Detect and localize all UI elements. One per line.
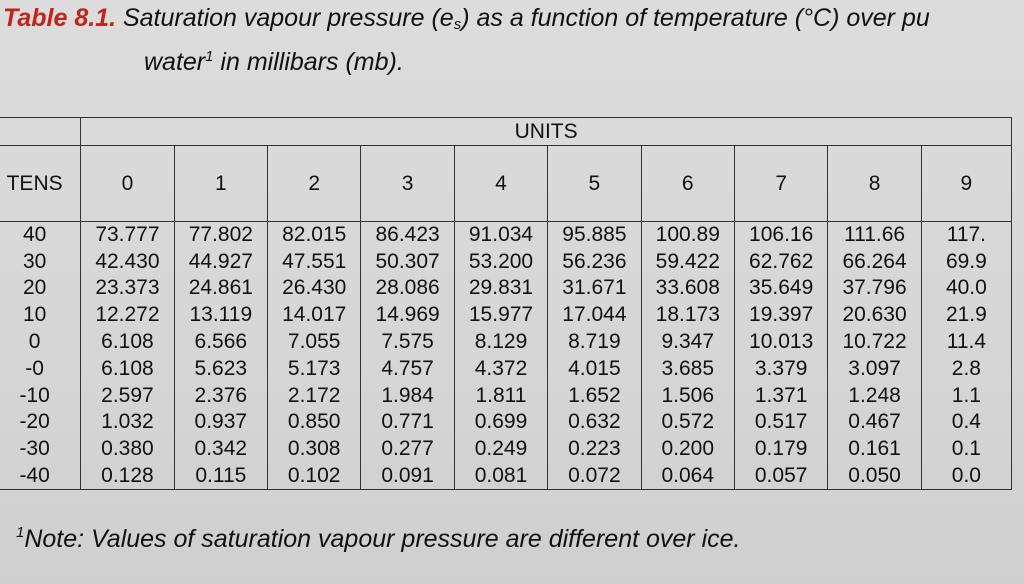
value-cell: 0.064: [641, 463, 734, 490]
column-header-row: [0, 146, 1012, 222]
value-cell: 0.937: [174, 409, 267, 436]
value-cell: 1.506: [641, 382, 734, 409]
value-cell: 0.161: [828, 436, 921, 463]
table-caption: [3, 2, 1024, 78]
vapour-pressure-table: [0, 117, 1012, 490]
value-cell: 82.015: [268, 222, 361, 249]
value-cell: 1.032: [81, 409, 174, 436]
value-cell: 12.272: [81, 302, 174, 329]
value-cell: 35.649: [734, 275, 827, 302]
value-cell: 0.249: [454, 436, 547, 463]
value-cell: 0.572: [641, 409, 734, 436]
value-cell: 4.015: [548, 355, 641, 382]
footnote-text: Note: Values of saturation vapour pressure are different over ice.: [24, 525, 741, 553]
column-header-2: 2: [268, 146, 361, 222]
value-cell: 5.173: [268, 355, 361, 382]
table-row: [0, 329, 1012, 356]
value-cell: 117.: [921, 222, 1011, 249]
value-cell: 28.086: [361, 275, 454, 302]
footnote-marker: 1: [16, 524, 25, 541]
value-cell: 10.013: [734, 329, 827, 356]
value-cell: 0.072: [548, 463, 641, 490]
value-cell: 0.081: [454, 463, 547, 490]
tens-cell: 0: [0, 329, 81, 356]
value-cell: 86.423: [361, 222, 454, 249]
value-cell: 6.566: [174, 329, 267, 356]
value-cell: 1.248: [828, 382, 921, 409]
value-cell: 15.977: [454, 302, 547, 329]
tens-cell: -30: [0, 436, 81, 463]
value-cell: 59.422: [641, 248, 734, 275]
value-cell: 6.108: [81, 329, 174, 356]
value-cell: 7.575: [361, 329, 454, 356]
value-cell: 40.0: [921, 275, 1011, 302]
units-header: UNITS: [81, 118, 1012, 146]
value-cell: 0.102: [268, 463, 361, 490]
value-cell: 69.9: [921, 248, 1011, 275]
value-cell: 2.8: [921, 355, 1011, 382]
tens-cell: 10: [0, 302, 81, 329]
column-header-3: 3: [361, 146, 454, 222]
value-cell: 77.802: [174, 222, 267, 249]
tens-cell: -20: [0, 409, 81, 436]
tens-cell: -10: [0, 382, 81, 409]
table-row: [0, 275, 1012, 302]
value-cell: 3.685: [641, 355, 734, 382]
tens-cell: 30: [0, 248, 81, 275]
tens-header: TENS: [0, 146, 81, 222]
value-cell: 10.722: [828, 329, 921, 356]
value-cell: 5.623: [174, 355, 267, 382]
table-row: [0, 355, 1012, 382]
value-cell: 95.885: [548, 222, 641, 249]
value-cell: 23.373: [81, 275, 174, 302]
value-cell: 0.091: [361, 463, 454, 490]
value-cell: 73.777: [81, 222, 174, 249]
value-cell: 33.608: [641, 275, 734, 302]
value-cell: 0.200: [641, 436, 734, 463]
column-header-8: 8: [828, 146, 921, 222]
caption-line-2: [3, 41, 1024, 78]
value-cell: 91.034: [454, 222, 547, 249]
value-cell: 0.4: [921, 409, 1011, 436]
caption-text-d: in millibars (mb).: [213, 48, 404, 76]
value-cell: 18.173: [641, 302, 734, 329]
footnote: [16, 524, 740, 554]
value-cell: 0.179: [734, 436, 827, 463]
value-cell: 106.16: [734, 222, 827, 249]
value-cell: 19.397: [734, 302, 827, 329]
value-cell: 44.927: [174, 248, 267, 275]
value-cell: 1.1: [921, 382, 1011, 409]
value-cell: 56.236: [548, 248, 641, 275]
value-cell: 29.831: [454, 275, 547, 302]
value-cell: 0.308: [268, 436, 361, 463]
caption-footnote-marker: 1: [205, 48, 214, 65]
column-header-0: 0: [81, 146, 174, 222]
column-header-5: 5: [548, 146, 641, 222]
caption-text-c: water: [144, 48, 206, 76]
value-cell: 26.430: [268, 275, 361, 302]
value-cell: 14.017: [268, 302, 361, 329]
column-header-4: 4: [454, 146, 547, 222]
value-cell: 8.719: [548, 329, 641, 356]
value-cell: 0.223: [548, 436, 641, 463]
value-cell: 0.850: [268, 409, 361, 436]
value-cell: 14.969: [361, 302, 454, 329]
value-cell: 0.517: [734, 409, 827, 436]
tens-cell: 40: [0, 222, 81, 249]
column-header-1: 1: [174, 146, 267, 222]
value-cell: 66.264: [828, 248, 921, 275]
value-cell: 8.129: [454, 329, 547, 356]
column-header-9: 9: [921, 146, 1011, 222]
value-cell: 0.380: [81, 436, 174, 463]
tens-cell: 20: [0, 275, 81, 302]
value-cell: 21.9: [921, 302, 1011, 329]
value-cell: 62.762: [734, 248, 827, 275]
value-cell: 0.467: [828, 409, 921, 436]
value-cell: 0.1: [921, 436, 1011, 463]
value-cell: 7.055: [268, 329, 361, 356]
caption-subscript: s: [453, 16, 462, 33]
value-cell: 6.108: [81, 355, 174, 382]
value-cell: 3.097: [828, 355, 921, 382]
value-cell: 4.372: [454, 355, 547, 382]
value-cell: 0.128: [81, 463, 174, 490]
value-cell: 47.551: [268, 248, 361, 275]
value-cell: 2.376: [174, 382, 267, 409]
value-cell: 0.771: [361, 409, 454, 436]
tens-cell: -0: [0, 355, 81, 382]
value-cell: 17.044: [548, 302, 641, 329]
column-header-7: 7: [734, 146, 827, 222]
value-cell: 1.652: [548, 382, 641, 409]
value-cell: 0.050: [828, 463, 921, 490]
caption-label: Table 8.1.: [3, 4, 117, 32]
value-cell: 0.699: [454, 409, 547, 436]
value-cell: 1.371: [734, 382, 827, 409]
value-cell: 0.115: [174, 463, 267, 490]
value-cell: 13.119: [174, 302, 267, 329]
value-cell: 42.430: [81, 248, 174, 275]
value-cell: 3.379: [734, 355, 827, 382]
units-header-row: [0, 118, 1012, 146]
table-row: [0, 248, 1012, 275]
value-cell: 20.630: [828, 302, 921, 329]
corner-cell: [0, 118, 81, 146]
value-cell: 2.172: [268, 382, 361, 409]
caption-line-1: [3, 2, 1024, 41]
table-row: [0, 463, 1012, 490]
value-cell: 9.347: [641, 329, 734, 356]
value-cell: 0.632: [548, 409, 641, 436]
value-cell: 50.307: [361, 248, 454, 275]
value-cell: 0.342: [174, 436, 267, 463]
value-cell: 1.984: [361, 382, 454, 409]
value-cell: 31.671: [548, 275, 641, 302]
value-cell: 111.66: [828, 222, 921, 249]
table-row: [0, 222, 1012, 249]
column-header-6: 6: [641, 146, 734, 222]
table-body: [0, 222, 1012, 490]
value-cell: 1.811: [454, 382, 547, 409]
table-row: [0, 302, 1012, 329]
table-row: [0, 436, 1012, 463]
value-cell: 24.861: [174, 275, 267, 302]
value-cell: 11.4: [921, 329, 1011, 356]
value-cell: 37.796: [828, 275, 921, 302]
table-row: [0, 382, 1012, 409]
table-row: [0, 409, 1012, 436]
caption-text-b: ) as a function of temperature (°C) over pu: [461, 4, 930, 32]
caption-text-a: Saturation vapour pressure (e: [122, 4, 454, 32]
value-cell: 0.0: [921, 463, 1011, 490]
tens-cell: -40: [0, 463, 81, 490]
value-cell: 0.057: [734, 463, 827, 490]
value-cell: 0.277: [361, 436, 454, 463]
value-cell: 100.89: [641, 222, 734, 249]
value-cell: 4.757: [361, 355, 454, 382]
value-cell: 53.200: [454, 248, 547, 275]
value-cell: 2.597: [81, 382, 174, 409]
